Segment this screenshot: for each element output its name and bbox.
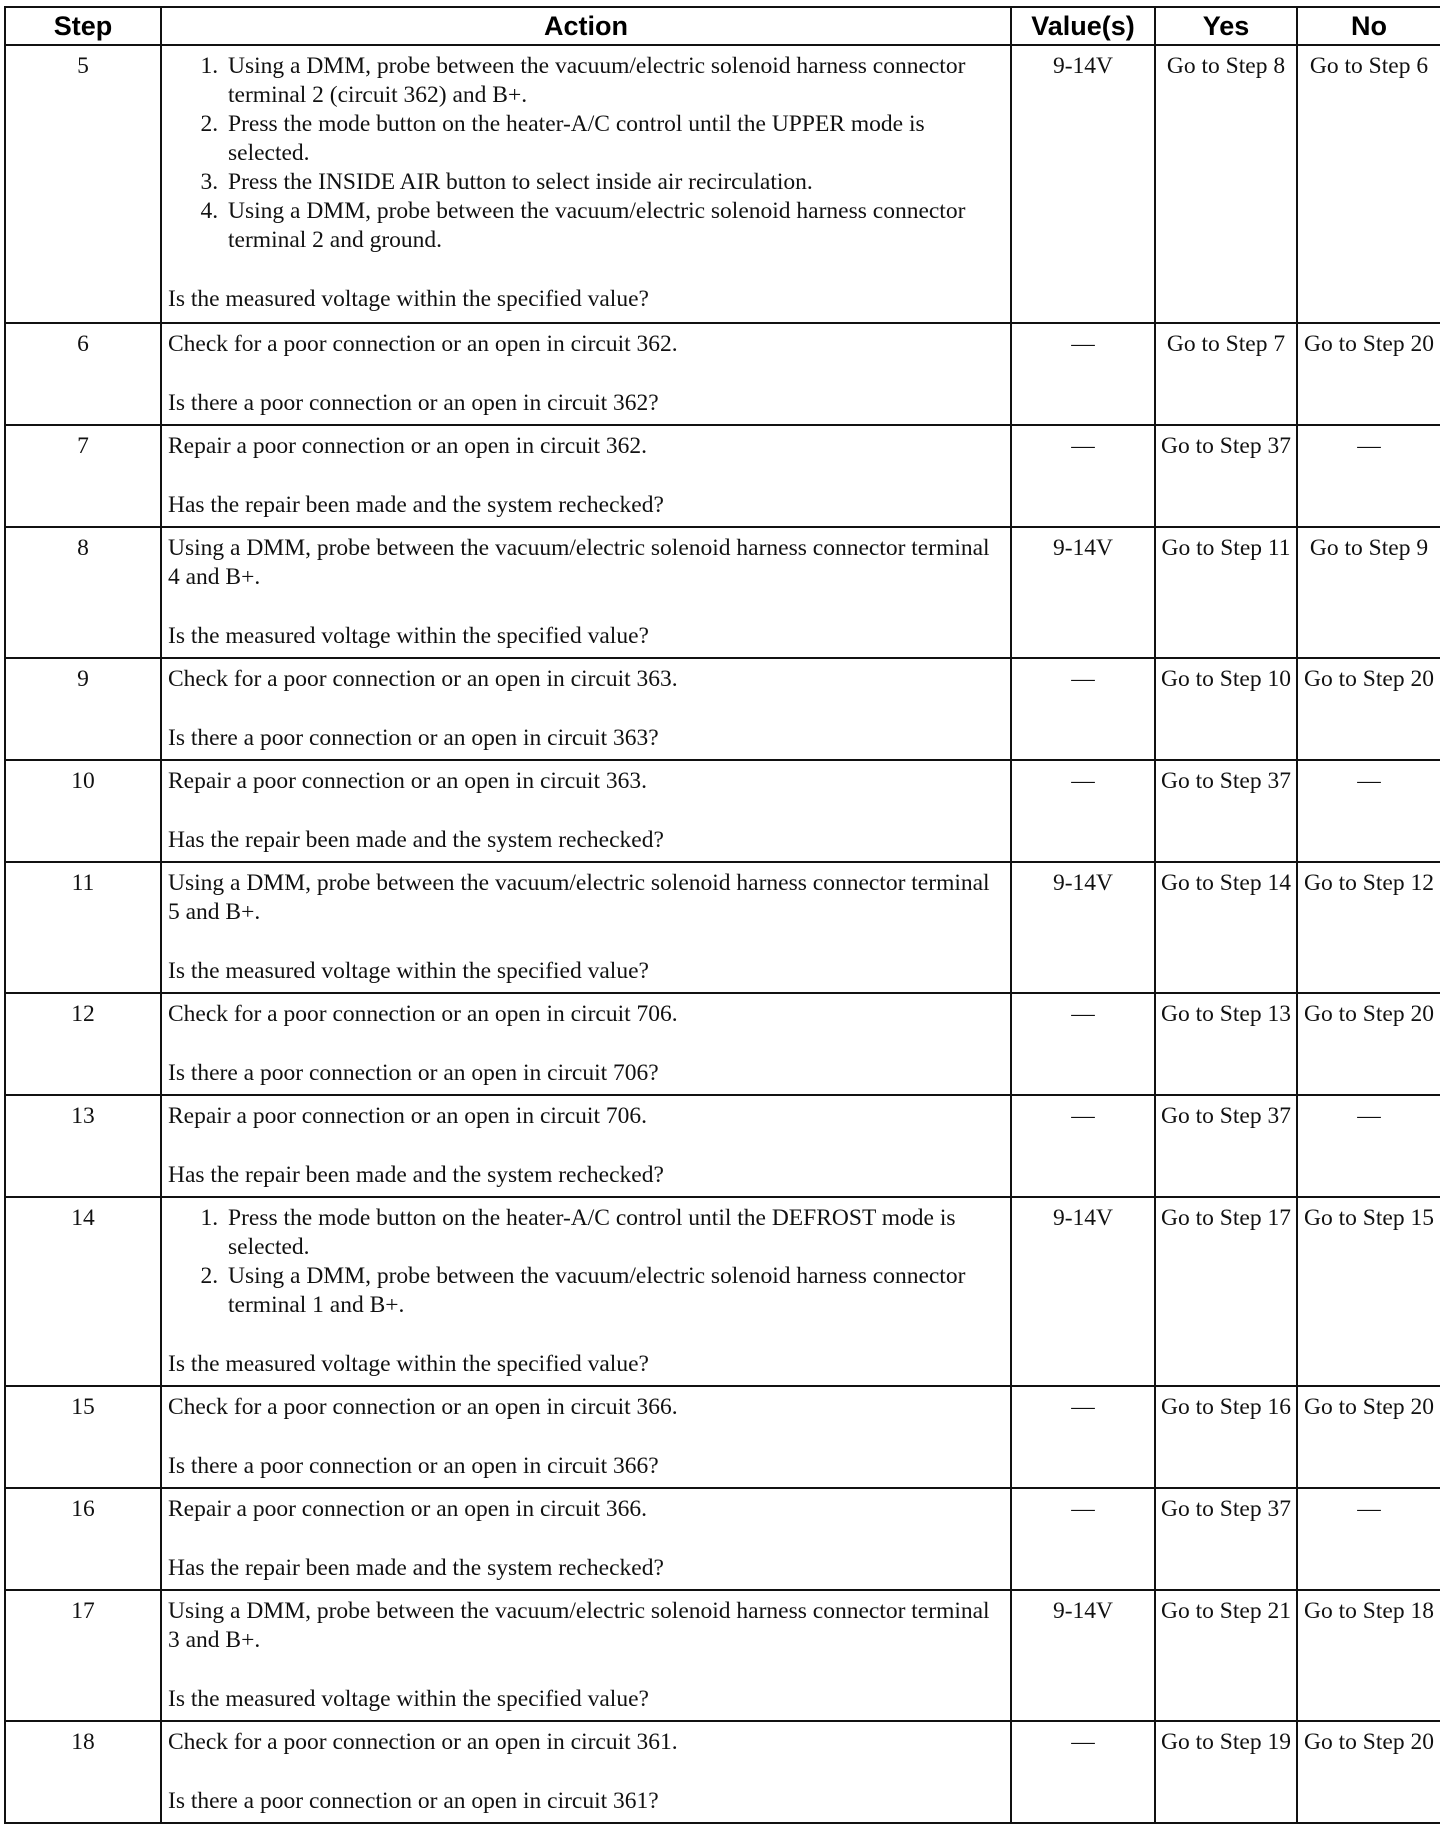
- action-step: 4. Using a DMM, probe between the vacuum/electric solenoid harness connector terminal 2 and ground.: [224, 197, 1002, 255]
- action-cell: [161, 760, 1011, 862]
- yes-cell: Go to Step 21: [1155, 1590, 1297, 1721]
- question-text: Has the repair been made and the system rechecked?: [168, 827, 664, 853]
- table-row: [5, 993, 1440, 1095]
- yes-cell: Go to Step 17: [1155, 1197, 1297, 1386]
- header-step: Step: [5, 7, 161, 45]
- diagnostic-table: [4, 6, 1440, 1824]
- yes-cell: Go to Step 10: [1155, 658, 1297, 760]
- table-row: [5, 760, 1440, 862]
- table-row: [5, 425, 1440, 527]
- yes-cell: Go to Step 14: [1155, 862, 1297, 993]
- yes-cell: Go to Step 7: [1155, 323, 1297, 425]
- step-cell: 8: [5, 527, 161, 658]
- yes-cell: Go to Step 16: [1155, 1386, 1297, 1488]
- table-row: [5, 862, 1440, 993]
- step-cell: 17: [5, 1590, 161, 1721]
- step-cell: 16: [5, 1488, 161, 1590]
- no-cell: —: [1297, 760, 1440, 862]
- step-cell: 6: [5, 323, 161, 425]
- no-cell: Go to Step 18: [1297, 1590, 1440, 1721]
- action-step: 2. Press the mode button on the heater-A/C control until the UPPER mode is selected.: [224, 110, 1002, 168]
- no-cell: Go to Step 6: [1297, 45, 1440, 323]
- action-text: Repair a poor connection or an open in circuit 362.: [168, 433, 647, 459]
- question-text: Is the measured voltage within the specified value?: [168, 286, 649, 312]
- yes-cell: Go to Step 19: [1155, 1721, 1297, 1823]
- table-row: [5, 658, 1440, 760]
- step-cell: 9: [5, 658, 161, 760]
- diagnostic-table-page: [4, 6, 1440, 1824]
- step-cell: 5: [5, 45, 161, 323]
- step-cell: 12: [5, 993, 161, 1095]
- action-cell: [161, 993, 1011, 1095]
- action-text: Repair a poor connection or an open in circuit 363.: [168, 768, 647, 794]
- no-cell: Go to Step 12: [1297, 862, 1440, 993]
- table-row: [5, 1095, 1440, 1197]
- no-cell: Go to Step 15: [1297, 1197, 1440, 1386]
- no-cell: Go to Step 20: [1297, 1386, 1440, 1488]
- value-cell: —: [1011, 1095, 1155, 1197]
- action-cell: [161, 527, 1011, 658]
- header-row: [5, 7, 1440, 45]
- action-text: Check for a poor connection or an open in circuit 361.: [168, 1729, 678, 1755]
- question-text: Is there a poor connection or an open in circuit 363?: [168, 725, 659, 751]
- action-cell: [161, 1197, 1011, 1386]
- header-no: No: [1297, 7, 1440, 45]
- value-cell: 9-14V: [1011, 45, 1155, 323]
- action-text: Check for a poor connection or an open in circuit 363.: [168, 666, 678, 692]
- action-cell: [161, 862, 1011, 993]
- action-text: Repair a poor connection or an open in circuit 706.: [168, 1103, 647, 1129]
- step-cell: 7: [5, 425, 161, 527]
- value-cell: 9-14V: [1011, 1197, 1155, 1386]
- action-text: Using a DMM, probe between the vacuum/electric solenoid harness connector terminal 5 and B+.: [168, 870, 990, 925]
- question-text: Has the repair been made and the system rechecked?: [168, 1555, 664, 1581]
- value-cell: 9-14V: [1011, 1590, 1155, 1721]
- value-cell: —: [1011, 1386, 1155, 1488]
- action-step: 1. Press the mode button on the heater-A/C control until the DEFROST mode is selected.: [224, 1204, 1002, 1262]
- step-cell: 11: [5, 862, 161, 993]
- table-row: [5, 323, 1440, 425]
- question-text: Has the repair been made and the system rechecked?: [168, 1162, 664, 1188]
- action-steps-list: [168, 1204, 1002, 1320]
- value-cell: —: [1011, 993, 1155, 1095]
- action-cell: [161, 1721, 1011, 1823]
- action-cell: [161, 45, 1011, 323]
- no-cell: —: [1297, 1488, 1440, 1590]
- yes-cell: Go to Step 13: [1155, 993, 1297, 1095]
- action-text: Check for a poor connection or an open in circuit 706.: [168, 1001, 678, 1027]
- table-row: [5, 45, 1440, 323]
- header-yes: Yes: [1155, 7, 1297, 45]
- step-cell: 18: [5, 1721, 161, 1823]
- step-cell: 10: [5, 760, 161, 862]
- action-cell: [161, 1386, 1011, 1488]
- value-cell: —: [1011, 658, 1155, 760]
- table-row: [5, 1590, 1440, 1721]
- action-step: 1. Using a DMM, probe between the vacuum/electric solenoid harness connector terminal 2 (circuit 362) and B+.: [224, 52, 1002, 110]
- value-cell: —: [1011, 323, 1155, 425]
- action-cell: [161, 323, 1011, 425]
- step-cell: 13: [5, 1095, 161, 1197]
- action-step: 2. Using a DMM, probe between the vacuum/electric solenoid harness connector terminal 1 and B+.: [224, 1262, 1002, 1320]
- action-text: Repair a poor connection or an open in circuit 366.: [168, 1496, 647, 1522]
- question-text: Is there a poor connection or an open in circuit 366?: [168, 1453, 659, 1479]
- table-row: [5, 1386, 1440, 1488]
- action-text: Using a DMM, probe between the vacuum/electric solenoid harness connector terminal 3 and B+.: [168, 1598, 990, 1653]
- yes-cell: Go to Step 11: [1155, 527, 1297, 658]
- table-row: [5, 1488, 1440, 1590]
- value-cell: —: [1011, 1488, 1155, 1590]
- table-row: [5, 1197, 1440, 1386]
- question-text: Is the measured voltage within the specified value?: [168, 1351, 649, 1377]
- question-text: Has the repair been made and the system rechecked?: [168, 492, 664, 518]
- yes-cell: Go to Step 37: [1155, 1488, 1297, 1590]
- question-text: Is there a poor connection or an open in circuit 706?: [168, 1060, 659, 1086]
- question-text: Is the measured voltage within the specified value?: [168, 958, 649, 984]
- action-steps-list: [168, 52, 1002, 255]
- no-cell: —: [1297, 1095, 1440, 1197]
- yes-cell: Go to Step 8: [1155, 45, 1297, 323]
- yes-cell: Go to Step 37: [1155, 425, 1297, 527]
- value-cell: —: [1011, 760, 1155, 862]
- header-value: Value(s): [1011, 7, 1155, 45]
- no-cell: Go to Step 20: [1297, 993, 1440, 1095]
- step-cell: 14: [5, 1197, 161, 1386]
- header-action: Action: [161, 7, 1011, 45]
- no-cell: Go to Step 20: [1297, 1721, 1440, 1823]
- no-cell: —: [1297, 425, 1440, 527]
- yes-cell: Go to Step 37: [1155, 760, 1297, 862]
- action-text: Using a DMM, probe between the vacuum/electric solenoid harness connector terminal 4 and B+.: [168, 535, 990, 590]
- table-row: [5, 527, 1440, 658]
- action-text: Check for a poor connection or an open in circuit 362.: [168, 331, 678, 357]
- no-cell: Go to Step 20: [1297, 658, 1440, 760]
- yes-cell: Go to Step 37: [1155, 1095, 1297, 1197]
- question-text: Is the measured voltage within the specified value?: [168, 1686, 649, 1712]
- question-text: Is there a poor connection or an open in circuit 361?: [168, 1788, 659, 1814]
- action-cell: [161, 1488, 1011, 1590]
- value-cell: 9-14V: [1011, 527, 1155, 658]
- value-cell: —: [1011, 425, 1155, 527]
- value-cell: —: [1011, 1721, 1155, 1823]
- value-cell: 9-14V: [1011, 862, 1155, 993]
- action-cell: [161, 1095, 1011, 1197]
- table-body: [5, 45, 1440, 1823]
- action-cell: [161, 1590, 1011, 1721]
- question-text: Is there a poor connection or an open in circuit 362?: [168, 390, 659, 416]
- action-cell: [161, 658, 1011, 760]
- action-step: 3. Press the INSIDE AIR button to select inside air recirculation.: [224, 168, 1002, 197]
- no-cell: Go to Step 20: [1297, 323, 1440, 425]
- step-cell: 15: [5, 1386, 161, 1488]
- table-row: [5, 1721, 1440, 1823]
- no-cell: Go to Step 9: [1297, 527, 1440, 658]
- action-cell: [161, 425, 1011, 527]
- action-text: Check for a poor connection or an open in circuit 366.: [168, 1394, 678, 1420]
- question-text: Is the measured voltage within the specified value?: [168, 623, 649, 649]
